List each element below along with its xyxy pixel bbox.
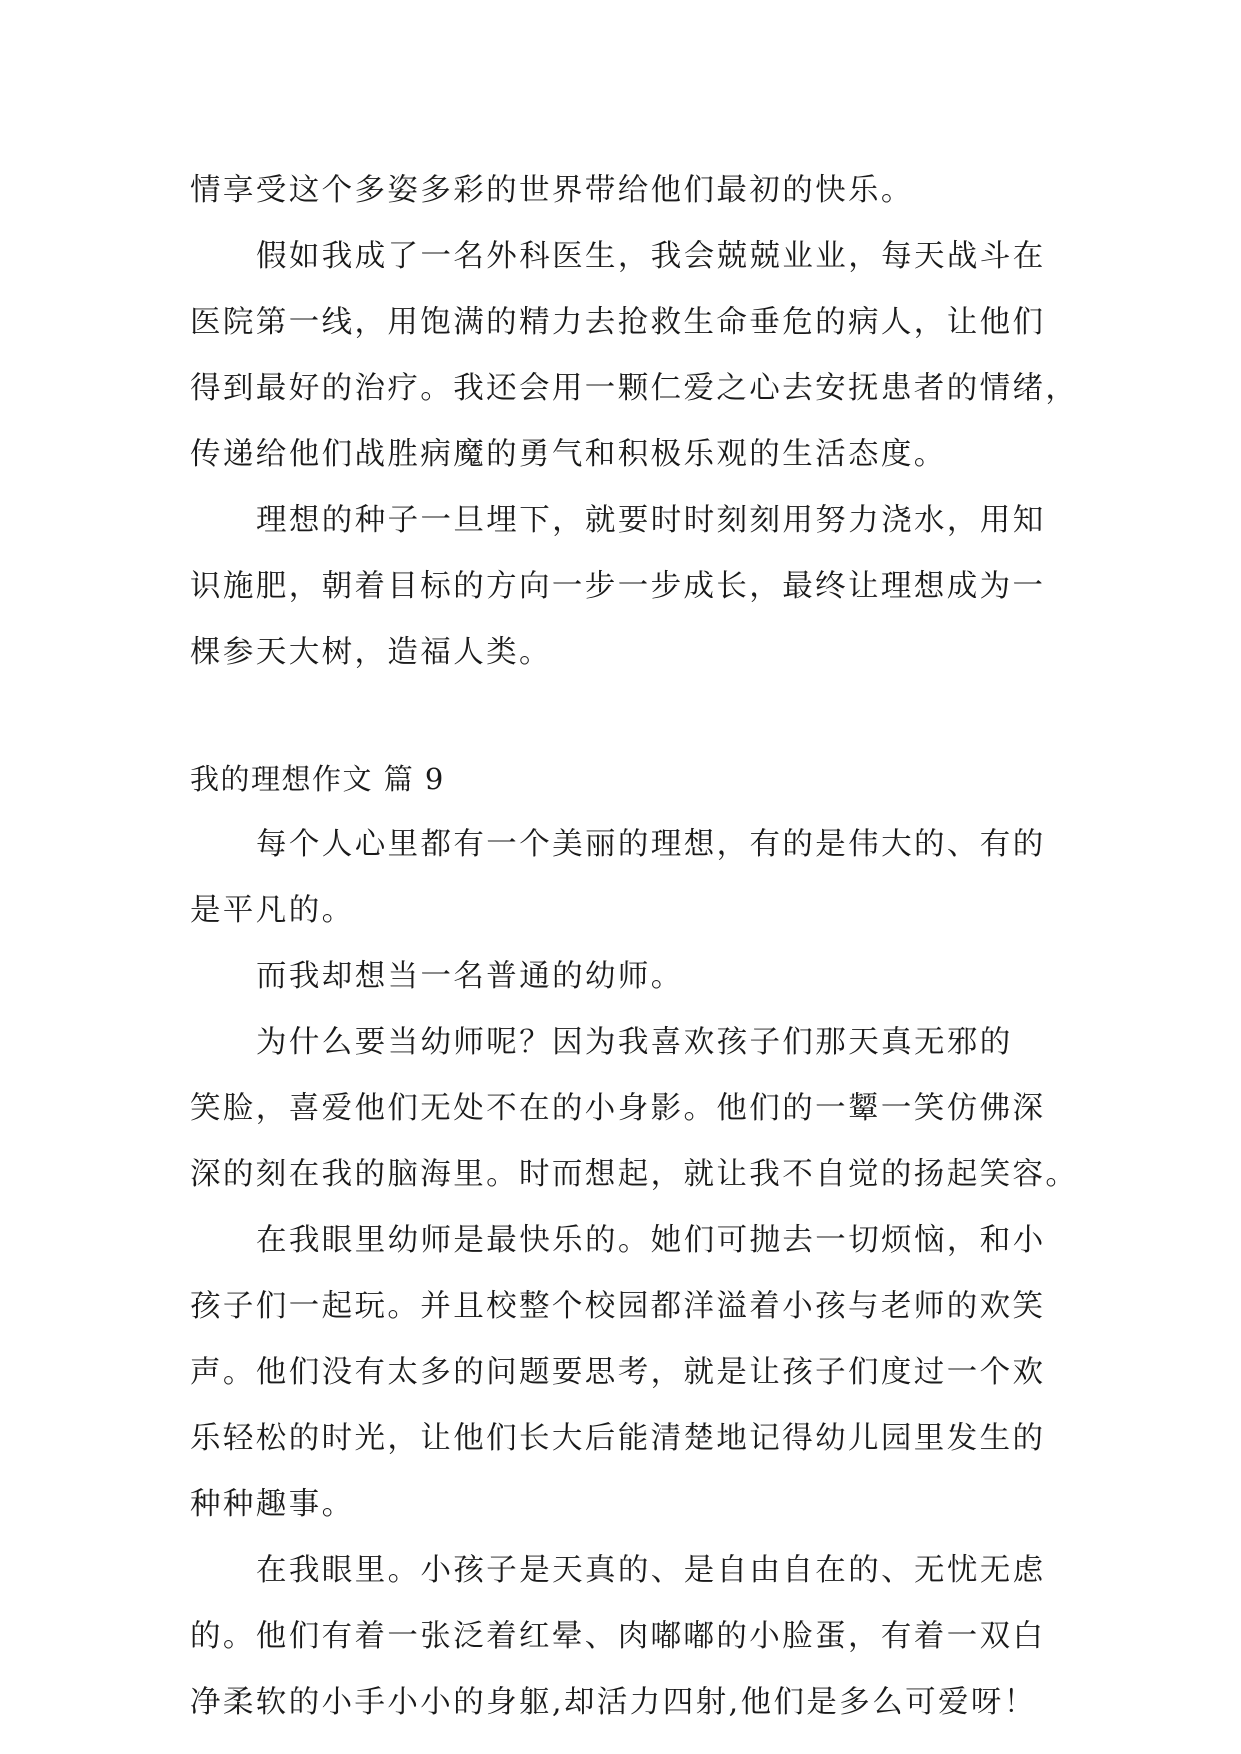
text-line: 在我眼里幼师是最快乐的。她们可抛去一切烦恼，和小 [256, 1223, 1046, 1258]
text-line: 乐轻松的时光，让他们长大后能清楚地记得幼儿园里发生的 [190, 1421, 1046, 1456]
text-line: 而我却想当一名普通的幼师。 [256, 959, 684, 994]
essay-block-bottom [190, 812, 1079, 1736]
text-line: 笑脸，喜爱他们无处不在的小身影。他们的一颦一笑仿佛深 [190, 1091, 1046, 1126]
text-line: 孩子们一起玩。并且校整个校园都洋溢着小孩与老师的欢笑 [190, 1289, 1046, 1324]
text-line: 棵参天大树，造福人类。 [190, 635, 552, 670]
document-page [190, 158, 1079, 1736]
text-line: 净柔软的小手小小的身躯,却活力四射,他们是多么可爱呀！ [190, 1685, 1037, 1720]
text-line: 为什么要当幼师呢？因为我喜欢孩子们那天真无邪的 [256, 1025, 1013, 1060]
text-line: 每个人心里都有一个美丽的理想，有的是伟大的、有的 [256, 827, 1046, 862]
text-line: 医院第一线，用饱满的精力去抢救生命垂危的病人，让他们 [190, 305, 1046, 340]
text-line: 得到最好的治疗。我还会用一颗仁爱之心去安抚患者的情绪， [190, 371, 1079, 406]
text-line: 情享受这个多姿多彩的世界带给他们最初的快乐。 [190, 173, 914, 208]
text-line: 理想的种子一旦埋下，就要时时刻刻用努力浇水，用知 [256, 503, 1046, 538]
text-line: 在我眼里。小孩子是天真的、是自由自在的、无忧无虑 [256, 1553, 1046, 1588]
text-line: 是平凡的。 [190, 893, 355, 928]
text-line: 识施肥，朝着目标的方向一步一步成长，最终让理想成为一 [190, 569, 1046, 604]
text-line: 种种趣事。 [190, 1487, 355, 1522]
section-heading: 我的理想作文 篇 9 [190, 762, 445, 796]
text-line: 的。他们有着一张泛着红晕、肉嘟嘟的小脸蛋，有着一双白 [190, 1619, 1046, 1654]
text-line: 假如我成了一名外科医生，我会兢兢业业，每天战斗在 [256, 239, 1046, 274]
essay-block-top [190, 158, 1079, 686]
text-line: 传递给他们战胜病魔的勇气和积极乐观的生活态度。 [190, 437, 947, 472]
text-line: 深的刻在我的脑海里。时而想起，就让我不自觉的扬起笑容。 [190, 1157, 1079, 1192]
text-line: 声。他们没有太多的问题要思考，就是让孩子们度过一个欢 [190, 1355, 1046, 1390]
